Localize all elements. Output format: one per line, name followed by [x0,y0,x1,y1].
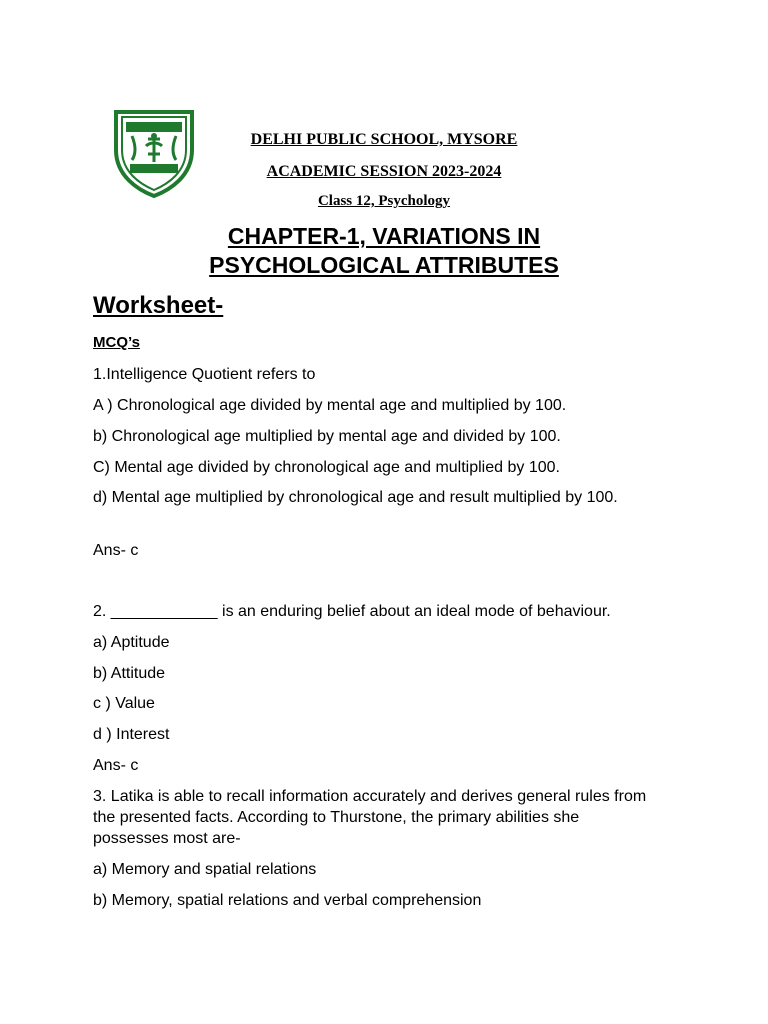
academic-session: ACADEMIC SESSION 2023-2024 [266,163,502,180]
q3-option-b: b) Memory, spatial relations and verbal comprehension [93,892,482,909]
class-subject: Class 12, Psychology [317,193,451,209]
section-heading: MCQ’s [93,334,140,351]
worksheet-heading: Worksheet- [93,292,224,319]
q3-question: 3. Latika is able to recall information accurately and derives general rules from the presented facts. According to Thurstone, the primary abilities she possesses most are- [93,788,647,847]
q2-option-b: b) Attitude [93,665,166,682]
chapter-title [150,222,618,280]
school-crest-icon [108,106,200,198]
school-name: DELHI PUBLIC SCHOOL, MYSORE [250,131,518,148]
q2-option-a: a) Aptitude [93,634,170,651]
q1-question: 1.Intelligence Quotient refers to [93,366,316,383]
q1-answer: Ans- c [93,542,139,559]
q2-question: 2. ____________ is an enduring belief about an ideal mode of behaviour. [93,603,611,620]
q2-option-c: c ) Value [93,695,155,712]
chapter-title-line-2: PSYCHOLOGICAL ATTRIBUTES [209,252,559,278]
q1-option-b: b) Chronological age multiplied by mental age and divided by 100. [93,428,561,445]
q2-answer: Ans- c [93,757,139,774]
q2-option-d: d ) Interest [93,726,170,743]
q3-option-a: a) Memory and spatial relations [93,861,317,878]
q1-option-c: C) Mental age divided by chronological age and multiplied by 100. [93,459,560,476]
chapter-title-line-1: CHAPTER-1, VARIATIONS IN [227,223,541,249]
q1-option-a: A ) Chronological age divided by mental age and multiplied by 100. [93,397,567,414]
q1-option-d: d) Mental age multiplied by chronological age and result multiplied by 100. [93,489,618,506]
